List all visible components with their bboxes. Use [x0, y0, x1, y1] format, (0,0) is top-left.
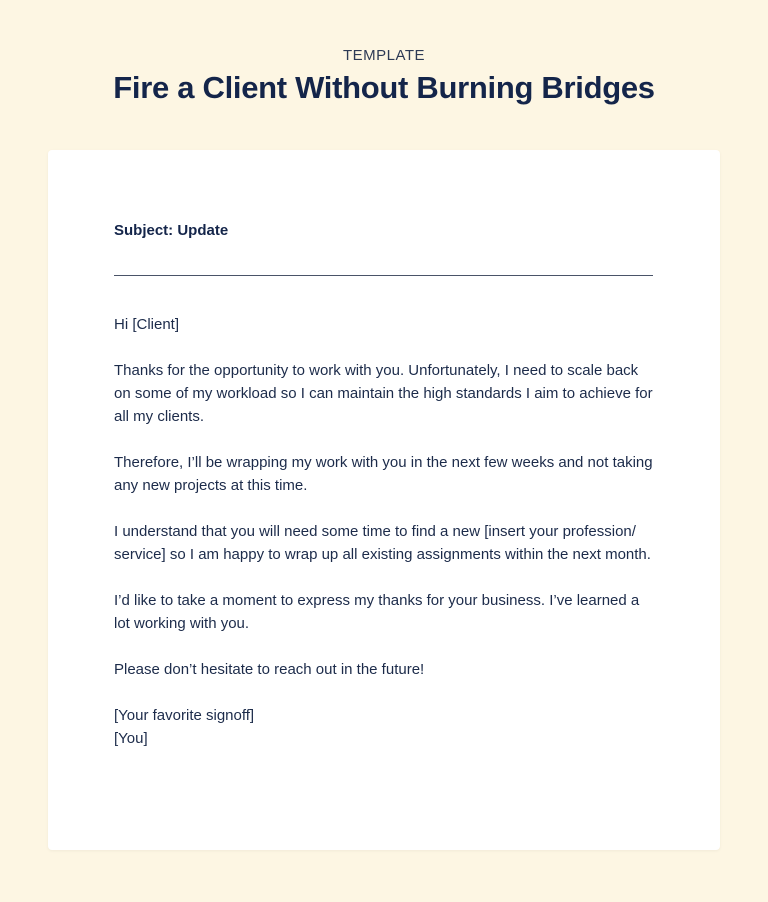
eyebrow-label: TEMPLATE: [342, 47, 426, 64]
sender-name: [You]: [114, 730, 148, 747]
divider: [114, 275, 653, 276]
body-paragraph: Therefore, I’ll be wrapping my work with you in the next few weeks and not taking any new projects at this time.: [114, 454, 653, 494]
page-title: Fire a Client Without Burning Bridges: [113, 70, 655, 105]
body-paragraph: Thanks for the opportunity to work with you. Unfortunately, I need to scale back on some of my workload so I can maintain the high standards I aim to achieve for all my clients.: [114, 362, 653, 425]
body-paragraph: I understand that you will need some time to find a new [insert your profession/ service] so I am happy to wrap up all existing assignments within the next month.: [114, 523, 651, 563]
template-card: [48, 150, 720, 850]
signoff: [Your favorite signoff]: [114, 707, 255, 724]
email-body: [114, 313, 659, 750]
email-subject: Subject: Update: [114, 222, 229, 239]
body-paragraph: I’d like to take a moment to express my thanks for your business. I’ve learned a lot working with you.: [114, 592, 640, 632]
greeting: Hi [Client]: [114, 316, 180, 333]
body-paragraph: Please don’t hesitate to reach out in the future!: [114, 661, 425, 678]
